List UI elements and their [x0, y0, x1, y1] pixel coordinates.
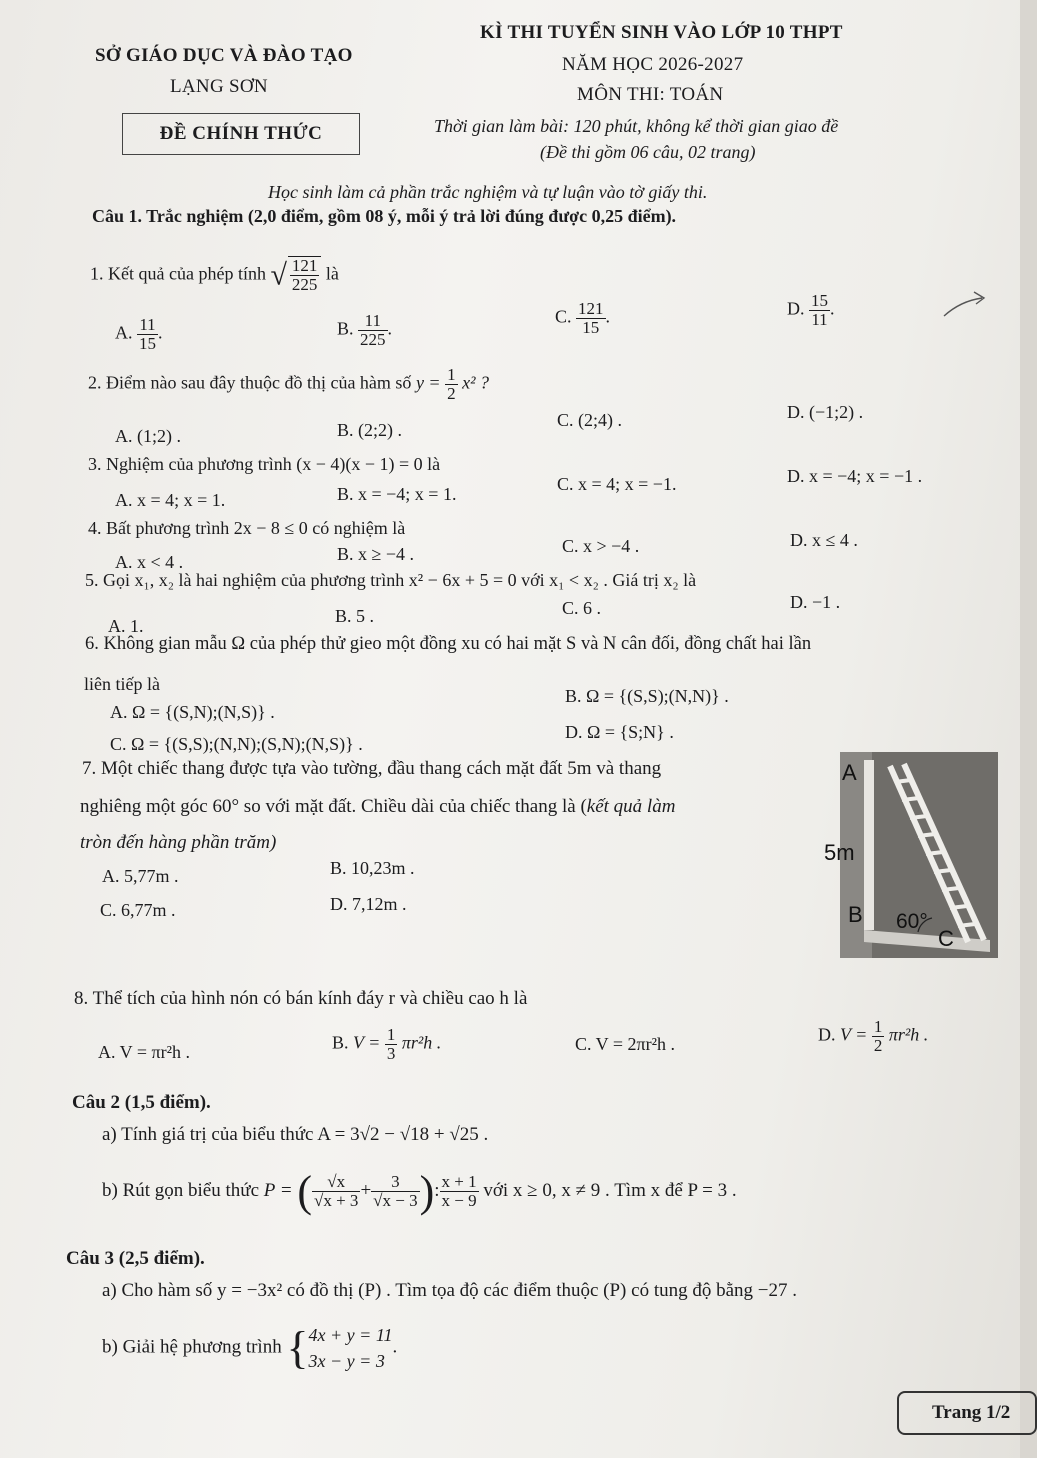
frac-num: x + 1: [441, 1172, 477, 1192]
department-name: SỞ GIÁO DỤC VÀ ĐÀO TẠO: [95, 45, 353, 66]
option-label: B.: [332, 1032, 349, 1053]
paren-open-icon: (: [297, 1167, 313, 1216]
frac-num: 121: [578, 299, 604, 318]
q3-option-a: A. x = 4; x = 1.: [115, 490, 226, 510]
fig-label-c: C: [938, 926, 954, 951]
q4-stem: 4. Bất phương trình 2x − 8 ≤ 0 có nghiệm là: [88, 518, 406, 538]
cau2-b-p: P =: [263, 1179, 293, 1201]
q6-stem: 6. Không gian mẫu Ω của phép thử gieo một đồng xu có hai mặt S và N cân đối, đồng chất hai lần: [85, 634, 812, 654]
official-label: ĐỀ CHÍNH THỨC: [159, 123, 323, 144]
q2-option-b: B. (2;2) .: [337, 420, 402, 440]
option-label: C.: [555, 306, 572, 327]
frac-den: 15: [582, 317, 600, 337]
q2-option-c: C. (2;4) .: [557, 410, 622, 430]
frac-den: 3: [386, 1043, 396, 1063]
frac-den: x − 9: [441, 1191, 477, 1210]
q7-option-c: C. 6,77m .: [100, 900, 176, 920]
frac-den: 2: [447, 383, 456, 403]
school-year: NĂM HỌC 2026-2027: [562, 54, 744, 75]
q7-line3: tròn đến hàng phần trăm): [80, 832, 277, 853]
q7-option-b: B. 10,23m .: [330, 858, 415, 878]
q5-option-b: B. 5 .: [335, 606, 375, 626]
equation-2: 3x − y = 3: [308, 1351, 385, 1372]
cau2-a: a) Tính giá trị của biểu thức A = 3√2 − √18 + √25 .: [102, 1124, 489, 1145]
official-stamp-box: [122, 113, 360, 155]
q1-option-b: B. $\frac{11}{225}$ .: [337, 311, 393, 349]
q2-rhs: x² ?: [462, 372, 489, 393]
frac-num: 11: [358, 312, 388, 331]
frac-den: 225: [360, 329, 386, 349]
q8-b-rhs: πr²h .: [401, 1032, 442, 1053]
cau2-b: [102, 1166, 737, 1217]
brace-icon: {: [286, 1322, 309, 1374]
province-name: LẠNG SƠN: [170, 76, 268, 97]
q8-b-lhs: V =: [353, 1032, 381, 1053]
q6-option-b: B. Ω = {(S,S);(N,N)} .: [565, 686, 729, 706]
plus-sign: +: [360, 1179, 372, 1201]
sqrt-icon: √: [270, 258, 287, 292]
subject: MÔN THI: TOÁN: [577, 84, 724, 105]
q8-stem: 8. Thể tích của hình nón có bán kính đáy r và chiều cao h là: [74, 988, 528, 1009]
q8-option-c: C. V = 2πr²h .: [575, 1034, 675, 1054]
pen-mark-icon: [940, 290, 990, 320]
q8-option-b: [332, 1026, 441, 1063]
fig-label-a: A: [842, 760, 857, 785]
q8-option-d: [818, 1018, 928, 1055]
option-label: D.: [818, 1024, 836, 1045]
equation-1: 4x + y = 11: [308, 1325, 393, 1345]
cau2-title: Câu 2 (1,5 điểm).: [72, 1092, 211, 1113]
frac-num: 15: [811, 291, 828, 310]
q1-option-a: A. $\frac{11}{15}$ .: [115, 315, 163, 353]
q7-line2: [80, 796, 675, 818]
q2-option-a: A. (1;2) .: [115, 426, 181, 446]
q2-stem: [88, 366, 489, 403]
q5-stem: 5. Gọi x₁, x₂ là hai nghiệm của phương trình x² − 6x + 5 = 0 với x₁ < x₂ . Giá trị x₂ là: [85, 570, 697, 590]
q2-lhs: y =: [415, 372, 441, 393]
q6-option-d: D. Ω = {S;N} .: [565, 722, 674, 742]
fig-label-b: B: [848, 902, 863, 927]
q4-option-d: D. x ≤ 4 .: [790, 530, 858, 550]
q4-option-a: A. x < 4 .: [115, 552, 184, 572]
frac-num: 1: [386, 1025, 396, 1044]
equation-system: [309, 1322, 393, 1374]
cau3-a: a) Cho hàm số y = −3x² có đồ thị (P) . Tìm tọa độ các điểm thuộc (P) có tung độ bằng −27 .: [102, 1280, 797, 1301]
time-allowed: Thời gian làm bài: 120 phút, không kể thời gian giao đề: [434, 116, 839, 136]
q8-option-a: A. V = πr²h .: [98, 1042, 190, 1062]
ladder-figure: [824, 752, 998, 958]
frac-num: 3: [371, 1173, 419, 1192]
frac-den: 15: [139, 333, 156, 353]
exam-title: KÌ THI TUYỂN SINH VÀO LỚP 10 THPT: [480, 22, 843, 43]
frac-den: 2: [873, 1035, 883, 1055]
q1-tail: là: [325, 263, 339, 284]
cau3-b: b) Giải hệ phương trình { 4x + y = 11 3x − y = 3 .: [102, 1322, 398, 1374]
page-number-box: [897, 1391, 1037, 1435]
page-number: Trang 1/2: [932, 1402, 1011, 1423]
q3-stem: 3. Nghiệm của phương trình (x − 4)(x − 1) = 0 là: [88, 454, 441, 474]
frac-den: 11: [811, 309, 828, 329]
frac-num: 11: [137, 316, 158, 335]
q6-option-a: A. Ω = {(S,N);(N,S)} .: [110, 702, 275, 722]
option-label: D.: [787, 298, 805, 319]
cau3-title: Câu 3 (2,5 điểm).: [66, 1248, 205, 1269]
frac-num: 1: [873, 1017, 883, 1036]
q8-d-rhs: πr²h .: [888, 1024, 929, 1045]
q3-option-c: C. x = 4; x = −1.: [557, 474, 677, 494]
q4-option-b: B. x ≥ −4 .: [337, 544, 415, 564]
cau1-title: Câu 1. Trắc nghiệm (2,0 điểm, gồm 08 ý, mỗi ý trả lời đúng được 0,25 điểm).: [92, 206, 677, 226]
q1-option-c: C. $\frac{121}{15}$ .: [555, 299, 611, 337]
q6-option-c: C. Ω = {(S,S);(N,N);(S,N);(N,S)} .: [110, 734, 363, 754]
q1-option-d: D. $\frac{15}{11}$ .: [787, 291, 835, 329]
q7-option-d: D. 7,12m .: [330, 894, 407, 914]
frac-den: √x − 3: [373, 1191, 418, 1210]
q4-option-c: C. x > −4 .: [562, 536, 640, 556]
q1-text: 1. Kết quả của phép tính: [90, 263, 266, 284]
frac-num: 1: [447, 365, 456, 384]
cau3-b-prefix: b) Giải hệ phương trình: [102, 1336, 282, 1358]
q2-option-d: D. (−1;2) .: [787, 402, 864, 422]
frac-den: √x + 3: [314, 1191, 359, 1210]
option-label: B.: [337, 318, 354, 339]
q3-option-b: B. x = −4; x = 1.: [337, 484, 457, 504]
fig-angle-label: 60°: [896, 910, 928, 933]
fig-height-label: 5m: [824, 840, 855, 865]
q1-stem: [90, 256, 339, 294]
q3-option-d: D. x = −4; x = −1 .: [787, 466, 923, 486]
q7-line2-italic: kết quả làm: [586, 796, 676, 817]
q1-den: 225: [291, 274, 318, 294]
q1-num: 121: [291, 256, 318, 275]
colon-sign: :: [434, 1179, 440, 1201]
q7-line2-text: nghiêng một góc 60° so với mặt đất. Chiều dài của chiếc thang là (: [80, 796, 587, 817]
frac-num: √x: [312, 1173, 360, 1192]
q7-line1: 7. Một chiếc thang được tựa vào tường, đầu thang cách mặt đất 5m và thang: [82, 758, 662, 779]
cau2-b-suffix: với x ≥ 0, x ≠ 9 . Tìm x để P = 3 .: [483, 1179, 737, 1201]
q7-option-a: A. 5,77m .: [102, 866, 179, 886]
q5-option-d: D. −1 .: [790, 592, 841, 612]
q2-text: 2. Điểm nào sau đây thuộc đồ thị của hàm số: [88, 372, 412, 393]
q8-d-lhs: V =: [840, 1024, 868, 1045]
page-count: (Đề thi gồm 06 câu, 02 trang): [540, 142, 756, 162]
instruction: Học sinh làm cả phần trắc nghiệm và tự luận vào tờ giấy thi.: [268, 182, 708, 202]
q5-option-a: A. 1.: [108, 616, 144, 636]
q5-option-c: C. 6 .: [562, 598, 602, 618]
paren-close-icon: ): [419, 1167, 435, 1216]
cau2-b-prefix: b) Rút gọn biểu thức: [102, 1179, 260, 1201]
option-label: A.: [115, 322, 133, 343]
q6-stem-cont: liên tiếp là: [84, 674, 160, 694]
